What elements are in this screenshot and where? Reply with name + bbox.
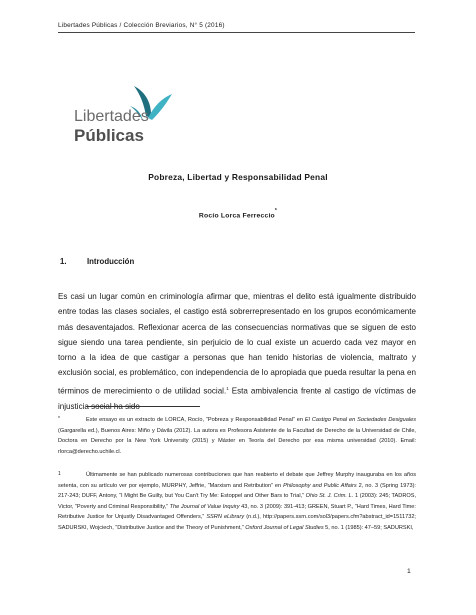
footnote-mark: * <box>58 416 60 422</box>
author-footnote-mark: * <box>274 208 278 214</box>
footnote-italic: SSRN eLibrary <box>206 514 245 521</box>
footnote-text: 5, no. 1 (1985): 47–59; SADURSKI, <box>323 524 414 531</box>
footnote-ref: 1 <box>226 385 229 391</box>
footnote-text: Últimamente se han publicado numerosas contribuciones que han reabierto el debate que Jeffrey Murphy inauguraba en los años setenta, con su artículo ver por ejemplo, MURPHY, Jeffrie, “Marxism and Retribution” en <box>58 472 416 489</box>
author-line <box>0 210 476 219</box>
section-heading <box>60 257 134 266</box>
footnote-text: (Gargarella ed.), Buenos Aires: Miño y Dávila (2012). La autora es Profesora Asistente de la Facultad de Derecho de la Universidad de Chile, Doctora en Derecho por la New York University (2015) y Máster en Teoría del Derecho por esa misma universidad (2010). Email: rlorca@derecho.uchile.cl. <box>58 427 416 455</box>
section-title: Introducción <box>87 257 135 266</box>
footnote-italic: Oxford Journal of Legal Studies <box>245 524 324 531</box>
footnote-text: Este ensayo es un extracto de LORCA, Rocío, “Pobreza y Responsabilidad Penal” en <box>86 417 305 423</box>
section-number: 1. <box>60 257 67 266</box>
footnote-1 <box>58 470 416 534</box>
footnote-author <box>58 415 416 457</box>
footnote-italic: El Castigo Penal en Sociedades Desiguales <box>304 417 416 423</box>
logo-text-publicas: Públicas <box>74 126 144 145</box>
paper-title: Pobreza, Libertad y Responsabilidad Penal <box>148 172 328 182</box>
paragraph-tail: Esta ambivalencia frente al castigo de víctimas de injusticia social ha sido <box>58 386 416 411</box>
page-number: 1 <box>407 568 411 575</box>
body-paragraph <box>58 289 416 414</box>
running-header: Libertades Públicas / Colección Breviarios, N° 5 (2016) <box>58 22 225 29</box>
logo-wing-light <box>148 94 172 120</box>
footnote-rule <box>86 406 200 407</box>
footnote-text: 43, no. 3 (2009): 391-413; GREEN, Stuart P., “Hard Times, Hard Time: Retributive Justice for Unjustly Disadvantaged Offenders,” <box>58 503 416 521</box>
paragraph-text: Es casi un lugar común en criminología afirmar que, mientras el delito está igualmente distribuido entre todas las clases sociales, el castigo está sobrerrepresentado en los grupos económicamente más desaventajados. Reflexionar acerca de las consecuencias normativas que se siguen de esto sigue siendo una tarea pendiente, sin perjuicio de lo cual existe un acuerdo cada vez mayor en torno a la idea de que castigar a personas que han tenido historias de violencia, maltrato y exclusión social, es problemático, con independencia de lo apropiada que pueda resultar la pena en términos de merecimiento o de utilidad social. <box>58 292 416 396</box>
footnote-text: 2, no. 3 (Spring 1973): 217-243; DUFF, Antony, “I Might Be Guilty, but You Can't Try Me: Estoppel and Other Bars to Trial,” <box>58 482 416 500</box>
footnote-text: 1 (2003): 245; TADROS, Victor, “Poverty and Criminal Responsibility,” <box>58 493 416 510</box>
footnote-italic: Philosophy and Public Affairs <box>283 482 357 489</box>
logo-text-libertades: Libertades <box>74 108 149 125</box>
header-rule <box>58 32 415 33</box>
footnote-italic: Ohio St. J. Crim. L. <box>305 493 354 500</box>
footnote-italic: The Journal of Value Inquiry <box>169 503 240 510</box>
author-name: Rocío Lorca Ferreccio <box>198 212 275 220</box>
footnote-text: (n.d.), http://papers.ssrn.com/sol3/papers.cfm?abstract_id=1511732; SADURSKI, Wojciech, “Distributive Justice and the Theory of Punishment,” <box>58 514 416 531</box>
footnote-mark: 1 <box>58 471 61 477</box>
